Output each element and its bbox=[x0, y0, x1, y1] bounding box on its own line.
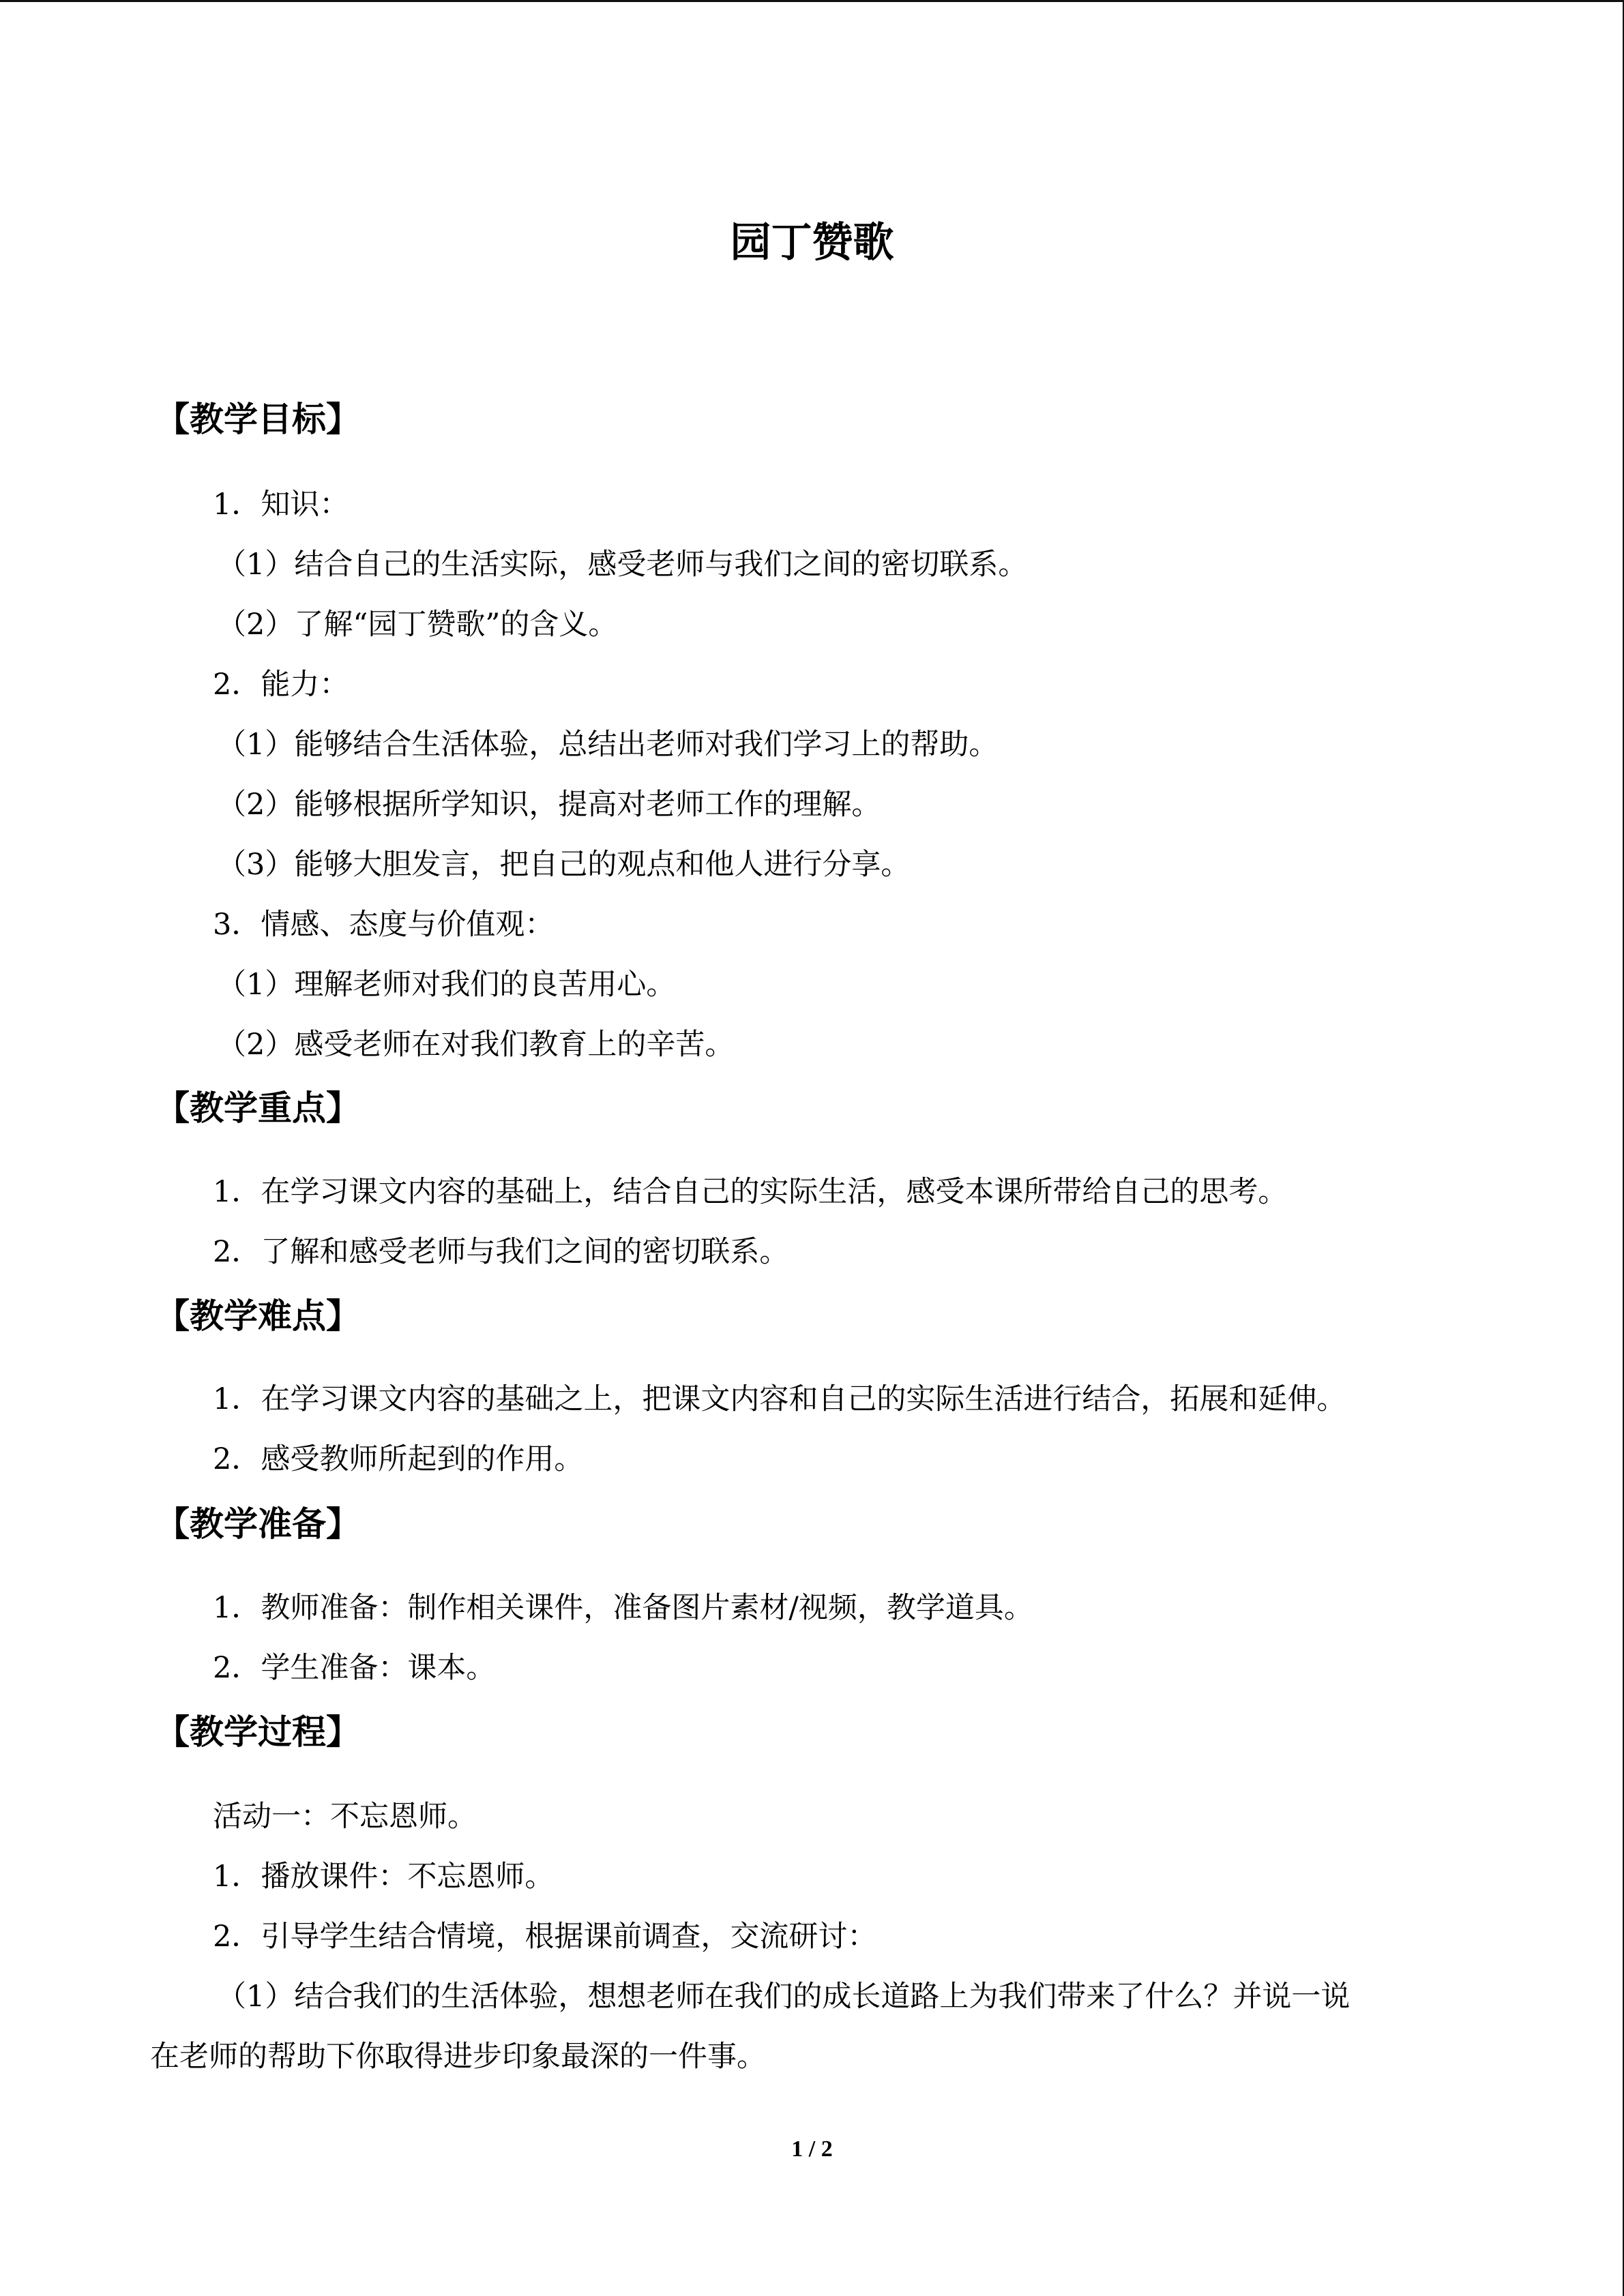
objective-line: （3）能够大胆发言，把自己的观点和他人进行分享。 bbox=[217, 848, 911, 882]
difficulty-line: 2．感受教师所起到的作用。 bbox=[213, 1442, 584, 1476]
objective-line: （2）感受老师在对我们教育上的辛苦。 bbox=[217, 1028, 735, 1062]
section-heading-process: 【教学过程】 bbox=[156, 1712, 360, 1752]
objective-line: （2）能够根据所学知识，提高对老师工作的理解。 bbox=[217, 788, 881, 822]
preparation-line: 1．教师准备：制作相关课件，准备图片素材/视频，教学道具。 bbox=[213, 1591, 1033, 1625]
objective-line: （1）理解老师对我们的良苦用心。 bbox=[217, 968, 676, 1002]
section-heading-preparation: 【教学准备】 bbox=[156, 1504, 360, 1544]
page-top-border bbox=[0, 0, 1624, 2]
objective-line: （1）能够结合生活体验，总结出老师对我们学习上的帮助。 bbox=[217, 728, 999, 762]
difficulty-line: 1．在学习课文内容的基础之上，把课文内容和自己的实际生活进行结合，拓展和延伸。 bbox=[213, 1382, 1346, 1416]
section-heading-objectives: 【教学目标】 bbox=[156, 400, 360, 439]
objective-line: 2．能力： bbox=[213, 668, 349, 702]
preparation-line: 2．学生准备：课本。 bbox=[213, 1651, 496, 1685]
process-line-continuation: 在老师的帮助下你取得进步印象最深的一件事。 bbox=[150, 2040, 766, 2074]
section-heading-difficulties: 【教学难点】 bbox=[156, 1296, 360, 1336]
document-title: 园丁赞歌 bbox=[730, 219, 894, 267]
section-heading-key-points: 【教学重点】 bbox=[156, 1088, 360, 1128]
process-line: 2．引导学生结合情境，根据课前调查，交流研讨： bbox=[213, 1920, 877, 1954]
key-point-line: 1．在学习课文内容的基础上，结合自己的实际生活，感受本课所带给自己的思考。 bbox=[213, 1175, 1288, 1209]
process-line: 1．播放课件：不忘恩师。 bbox=[213, 1860, 555, 1894]
objective-line: 1．知识： bbox=[213, 488, 349, 522]
objective-line: （1）结合自己的生活实际，感受老师与我们之间的密切联系。 bbox=[217, 548, 1028, 582]
process-line: 活动一：不忘恩师。 bbox=[213, 1800, 477, 1834]
objective-line: （2）了解“园丁赞歌”的含义。 bbox=[217, 608, 618, 642]
key-point-line: 2．了解和感受老师与我们之间的密切联系。 bbox=[213, 1235, 789, 1269]
process-line: （1）结合我们的生活体验，想想老师在我们的成长道路上为我们带来了什么？并说一说 bbox=[217, 1980, 1350, 2014]
page-indicator: 1 / 2 bbox=[791, 2136, 833, 2162]
objective-line: 3．情感、态度与价值观： bbox=[213, 908, 555, 942]
